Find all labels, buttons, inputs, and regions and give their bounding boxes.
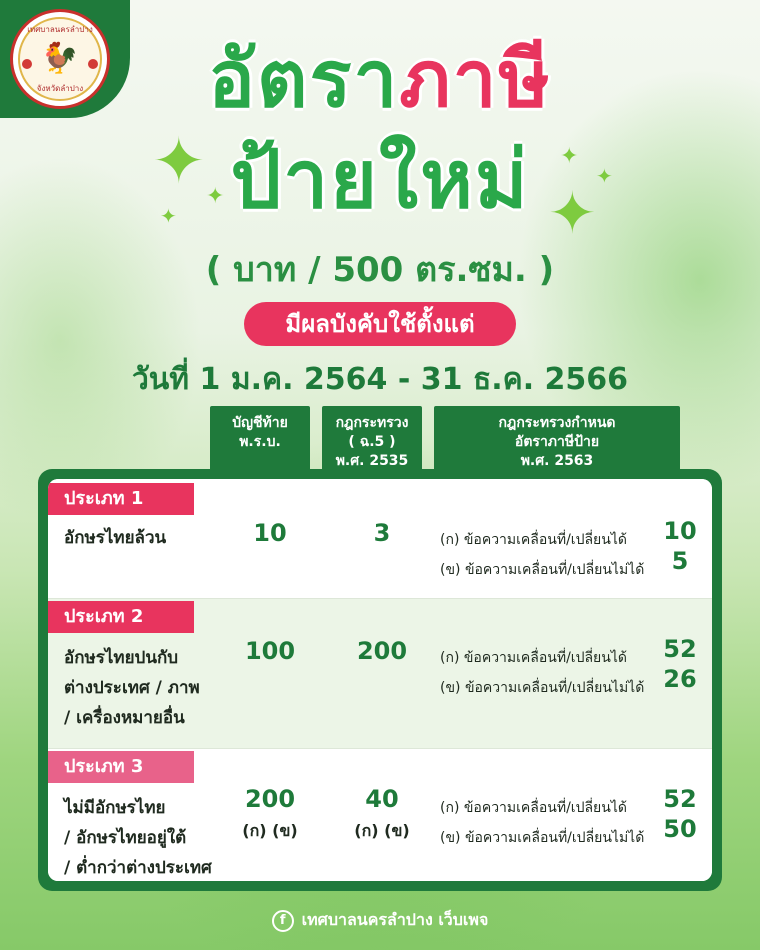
rate-value: 52 — [663, 635, 697, 663]
page-title — [0, 30, 760, 130]
rate-table — [38, 469, 722, 891]
table-row — [48, 599, 712, 749]
ministerial-2535-rate: 3 — [373, 519, 391, 547]
column-header-act: บัญชีท้าย พ.ร.บ. — [210, 406, 310, 472]
column-header-ministerial-2535: กฎกระทรวง ( ฉ.5 ) พ.ศ. 2535 — [322, 406, 422, 472]
rate-label: (ข) ข้อความเคลื่อนที่/เปลี่ยนไม่ได้ — [440, 830, 645, 846]
seal-top-text: เทศบาลนครลำปาง — [27, 25, 93, 34]
type-tag: ประเภท 3 — [48, 751, 194, 783]
facebook-page-link[interactable]: เทศบาลนครลำปาง เว็บเพจ — [301, 910, 489, 929]
rooster-icon: 🐓 — [41, 41, 79, 76]
rate-label: (ก) ข้อความเคลื่อนที่/เปลี่ยนได้ — [440, 532, 627, 548]
title-part-rate: อัตรา — [208, 35, 400, 125]
rate-value: 10 — [663, 517, 697, 545]
table-row — [48, 479, 712, 599]
column-header-ministerial-2563: กฎกระทรวงกำหนด อัตราภาษีป้าย พ.ศ. 2563 — [434, 406, 680, 472]
sparkle-icon: ✦ — [160, 204, 177, 228]
act-rate-subtypes: (ก) (ข) — [242, 821, 298, 840]
rate-value: 50 — [663, 815, 697, 843]
row-description: ไม่มีอักษรไทย / อักษรไทยอยู่ใต้ / ต่ำกว่าต่างประเทศ — [64, 798, 212, 878]
rate-label: (ข) ข้อความเคลื่อนที่/เปลี่ยนไม่ได้ — [440, 680, 645, 696]
act-rate: 10 — [253, 519, 287, 547]
sparkle-icon: ✦ — [152, 125, 206, 199]
effective-badge: มีผลบังคับใช้ตั้งแต่ — [244, 302, 516, 346]
rate-label: (ก) ข้อความเคลื่อนที่/เปลี่ยนได้ — [440, 800, 627, 816]
type-tag: ประเภท 2 — [48, 601, 194, 633]
act-rate: 100 — [244, 637, 296, 665]
unit-subtitle: ( บาท / 500 ตร.ซม. ) — [205, 250, 555, 290]
facebook-icon[interactable]: f — [272, 910, 294, 932]
sparkle-icon: ✦ — [548, 179, 597, 247]
footer — [0, 908, 760, 933]
ministerial-2535-rate: 200 — [356, 637, 408, 665]
sparkle-icon: ✦ — [596, 164, 613, 188]
ministerial-2535-rate: 40 — [365, 785, 399, 813]
row-description: อักษรไทยปนกับ ต่างประเทศ / ภาพ / เครื่องหมายอื่น — [64, 648, 200, 728]
row-description: อักษรไทยล้วน — [64, 528, 167, 548]
rate-value: 5 — [671, 547, 689, 575]
rate-label: (ก) ข้อความเคลื่อนที่/เปลี่ยนได้ — [440, 650, 627, 666]
rate-value: 52 — [663, 785, 697, 813]
table-row — [48, 749, 712, 881]
act-rate: 200 — [244, 785, 296, 813]
rate-label: (ข) ข้อความเคลื่อนที่/เปลี่ยนไม่ได้ — [440, 562, 645, 578]
title-part-tax: ภาษี — [399, 35, 552, 125]
type-tag: ประเภท 1 — [48, 483, 194, 515]
ministerial-2535-subtypes: (ก) (ข) — [354, 821, 410, 840]
sparkle-icon: ✦ — [560, 144, 579, 169]
page-title-line2: ป้ายใหม่ — [230, 133, 530, 226]
sparkle-icon: ✦ — [206, 184, 225, 209]
rate-value: 26 — [663, 665, 697, 693]
date-range: วันที่ 1 ม.ค. 2564 - 31 ธ.ค. 2566 — [131, 362, 629, 397]
seal-bottom-text: จังหวัดลำปาง — [36, 84, 84, 93]
